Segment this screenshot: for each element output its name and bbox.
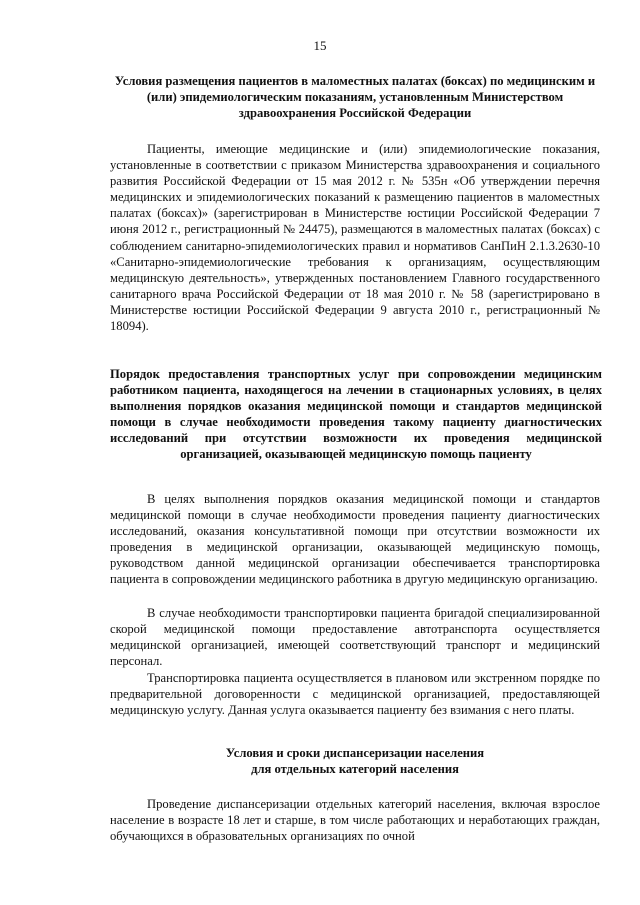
section-heading-dispensary-line1: Условия и сроки диспансеризации населения bbox=[225, 746, 485, 760]
paragraph-transport-1: В целях выполнения порядков оказания медицинской помощи и стандартов медицинской помощи в случае необходимости проведения пациенту диагностических исследований, оказания консультативной помощи при отсутствии возможности их проведения в медицинской организации, оказывающей медицинскую помощь, руководством данной медицинской организации обеспечивается транспортировка пациента в сопровождении медицинского работника в другую медицинскую организацию. bbox=[110, 492, 600, 587]
section-heading-transport-services: Порядок предоставления транспортных услуг при сопровождении медицинским работником пациента, находящегося на лечении в стационарных условиях, в целях выполнения порядков оказания медицинской помощи и стандартов медицинской помощи в случае необходимости проведения такому пациенту диагностических исследований при отсутствии возможности их проведения медицинской организацией, оказывающей медицинскую помощь пациенту bbox=[110, 367, 602, 461]
section-heading-dispensary bbox=[110, 745, 600, 777]
paragraph-ward-placement: Пациенты, имеющие медицинские и (или) эпидемиологические показания, установленные в соответствии с приказом Министерства здравоохранения и социального развития Российской Федерации от 15 мая 2012 г. № 535н «Об утверждении перечня медицинских и эпидемиологических показаний к размещению пациентов в маломестных палатах (боксах)» (зарегистрирован в Министерстве юстиции Российской Федерации 7 июня 2012 г., регистрационный № 24475), размещаются в маломестных палатах (боксах) с соблюдением санитарно-эпидемиологических правил и нормативов СанПиН 2.1.3.2630-10 «Санитарно-эпидемиологические требования к организациям, осуществляющим медицинскую деятельность», утвержденных постановлением Главного государственного санитарного врача Российской Федерации от 18 мая 2010 г. № 58 (зарегистрировано в Министерстве юстиции Российской Федерации 9 августа 2010 г., регистрационный № 18094). bbox=[110, 142, 600, 334]
section-heading-dispensary-line2: для отдельных категорий населения bbox=[251, 762, 459, 776]
paragraph-dispensary: Проведение диспансеризации отдельных категорий населения, включая взрослое население в возрасте 18 лет и старше, в том числе работающих и неработающих граждан, обучающихся в образовательных организациях по очной bbox=[110, 797, 600, 844]
page-number: 15 bbox=[313, 38, 327, 53]
paragraph-transport-3: Транспортировка пациента осуществляется в плановом или экстренном порядке по предварительной договоренности с медицинской организацией, предоставляющей медицинскую услугу. Данная услуга оказывается пациенту без взимания с него платы. bbox=[110, 671, 600, 718]
section-heading-ward-placement: Условия размещения пациентов в маломестных палатах (боксах) по медицинским и (или) эпидемиологическим показаниям, установленным Министерством здравоохранения Российской Федерации bbox=[114, 74, 596, 120]
paragraph-transport-2: В случае необходимости транспортировки пациента бригадой специализированной скорой медицинской помощи предоставление автотранспорта осуществляется медицинской организацией, имеющей соответствующий транспорт и медицинский персонал. bbox=[110, 606, 600, 669]
